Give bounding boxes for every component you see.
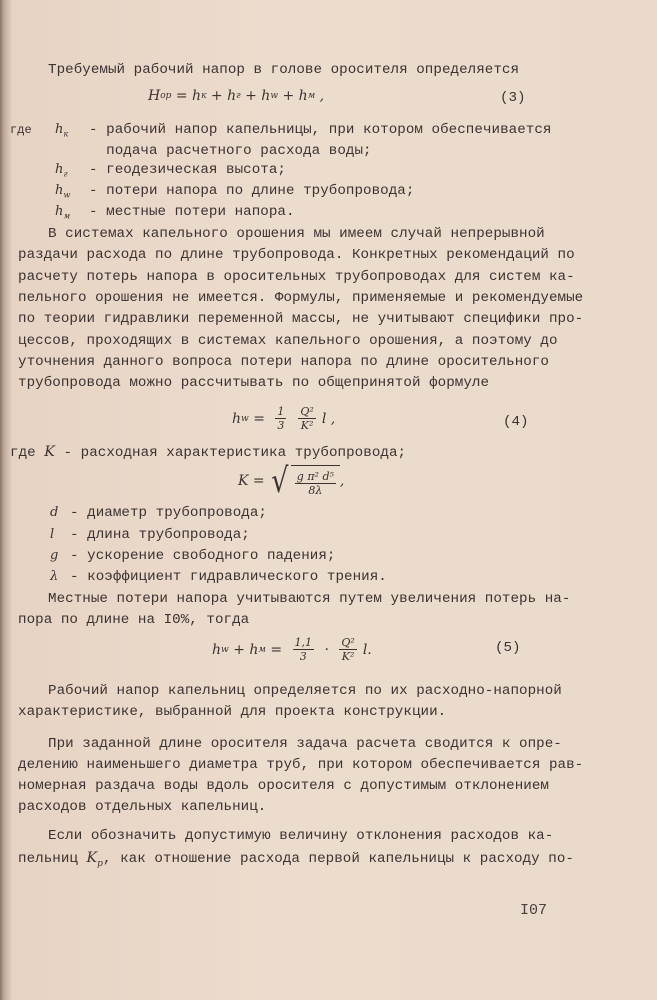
formula-tail: l , <box>321 410 336 427</box>
definition-text: - местные потери напора. <box>89 204 295 220</box>
paragraph-line: Местные потери напора учитываются путем увеличения потерь на- <box>48 591 571 607</box>
definition-item <box>55 143 372 159</box>
text-segment: , как отношение расхода первой капельницы к расходу по- <box>102 851 574 867</box>
formula-dot: · <box>320 641 334 658</box>
denominator: 3 <box>299 650 307 663</box>
where-text: где <box>10 445 36 461</box>
text-segment: пельниц <box>18 851 87 867</box>
equation-number-3: (3) <box>500 90 526 106</box>
symbol-subscript: м <box>63 211 71 221</box>
formula-symbol: H <box>148 88 161 104</box>
definition-text: - диаметр трубопровода; <box>70 505 267 521</box>
numerator: 1 <box>277 405 285 418</box>
formula-tail: , <box>315 88 325 104</box>
denominator: 3 <box>277 419 285 432</box>
definition-text: - потери напора по длине трубопровода; <box>89 183 415 199</box>
formula-eq: = <box>265 641 287 658</box>
paragraph-line: номерная раздача воды вдоль оросителя с допустимым отклонением <box>18 778 549 794</box>
formula-term: + h <box>206 88 237 104</box>
paragraph-line: цессов, проходящих в системах капельного орошения, а поэтому до <box>18 332 558 349</box>
paragraph-line <box>18 850 574 872</box>
formula-subscript: ор <box>160 91 172 101</box>
paragraph-line: Если обозначить допустимую величину отклонения расходов ка- <box>48 828 554 844</box>
paragraph-line: по теории гидравлики переменной массы, не учитывают специфики про- <box>18 311 584 328</box>
symbol-letter: h <box>55 162 64 177</box>
where-label <box>10 444 406 461</box>
fraction <box>275 405 286 432</box>
equation-number-4: (4) <box>503 414 529 430</box>
fraction <box>339 636 356 663</box>
formula-subscript: w <box>241 413 249 424</box>
symbol-subscript: w <box>63 190 71 200</box>
paragraph-line: пора по длине на I0%, тогда <box>18 612 250 628</box>
definition-symbol <box>55 183 89 204</box>
formula-subscript: м <box>307 91 316 101</box>
radical-sign: √ <box>271 461 289 501</box>
paragraph-line: Рабочий напор капельниц определяется по их расходно-напорной <box>48 683 562 699</box>
definition-symbol <box>55 162 89 183</box>
formula-symbol: h <box>232 410 242 427</box>
definition-item <box>55 122 551 143</box>
formula-eq: = <box>171 88 193 104</box>
paragraph-line: характеристике, выбранной для проекта конструкции. <box>18 704 447 720</box>
formula-term: + h <box>228 641 259 658</box>
numerator: Q² <box>300 405 314 418</box>
equation-number-5: (5) <box>495 640 521 656</box>
paragraph-line: делению наименьшего диаметра труб, при котором обеспечивается рав- <box>18 757 584 773</box>
definition-text: - расходная характеристика трубопровода; <box>63 445 407 461</box>
formula-subscript: w <box>221 644 229 655</box>
where-label: где <box>10 123 32 137</box>
paragraph-line: расходов отдельных капельниц. <box>18 799 267 815</box>
definition-symbol <box>55 204 89 225</box>
definition-text: подача расчетного расхода воды; <box>89 143 372 159</box>
intro-text: Требуемый рабочий напор в голове оросителя определяется <box>48 62 520 78</box>
paragraph-line: расчету потерь напора в оросительных трубопроводах для систем ка- <box>18 268 575 285</box>
definition-item <box>55 183 414 204</box>
denominator: K² <box>300 419 314 432</box>
formula-tail: l. <box>362 641 372 658</box>
formula-term: + h <box>278 88 308 104</box>
formula-term: h <box>192 88 202 104</box>
square-root <box>269 461 340 501</box>
definition-symbol: λ <box>50 569 59 584</box>
definition-item <box>55 162 286 183</box>
formula-4 <box>232 405 335 432</box>
formula-subscript: к <box>201 91 207 101</box>
formula-term: + h <box>240 88 271 104</box>
formula-tail: , <box>339 473 345 489</box>
definition-text: - ускорение свободного падения; <box>70 548 336 564</box>
definition-text: - геодезическая высота; <box>89 162 286 178</box>
definition-symbol <box>55 122 89 143</box>
symbol-subscript: к <box>63 129 69 139</box>
fraction <box>298 405 315 432</box>
formula-eq: = <box>248 410 270 427</box>
paragraph-line: В системах капельного орошения мы имеем случай непрерывной <box>48 226 545 242</box>
definition-item <box>50 505 267 521</box>
definition-symbol: l <box>50 527 55 542</box>
definition-text: - коэффициент гидравлического трения. <box>70 569 387 585</box>
definition-text: - рабочий напор капельницы, при котором обеспечивается <box>89 122 552 138</box>
formula-k <box>238 461 345 501</box>
paragraph-line: уточнения данного вопроса потери напора по длине оросительного <box>18 353 549 370</box>
denominator: 8λ <box>308 484 323 497</box>
numerator: g π² d⁵ <box>296 470 334 483</box>
symbol-subscript: г <box>63 169 68 179</box>
numerator: 1,1 <box>294 636 313 649</box>
paragraph-line: пельного орошения не имеется. Формулы, применяемые и рекомендуемые <box>18 289 584 306</box>
formula-eq: = <box>248 473 270 489</box>
fraction <box>293 636 315 663</box>
symbol-letter: h <box>55 204 64 219</box>
paragraph-line: трубопровода можно рассчитывать по общепринятой формуле <box>18 375 490 392</box>
definition-item <box>50 527 250 543</box>
symbol-subscript: р <box>97 858 103 869</box>
page-number: I07 <box>520 902 548 919</box>
symbol: K <box>86 850 98 866</box>
denominator: K² <box>341 650 355 663</box>
fraction <box>295 470 336 497</box>
formula-subscript: г <box>236 91 241 101</box>
paragraph-line: При заданной длине оросителя задача расчета сводится к опре- <box>48 736 562 752</box>
symbol-letter: h <box>55 183 64 198</box>
definition-item <box>55 204 295 225</box>
symbol-letter: h <box>55 122 64 137</box>
formula-3 <box>148 88 324 104</box>
formula-subscript: w <box>270 91 279 101</box>
definition-symbol: g <box>50 548 59 563</box>
formula-5 <box>212 636 372 663</box>
definition-symbol: d <box>50 505 59 520</box>
definition-item <box>50 569 387 585</box>
numerator: Q² <box>341 636 355 649</box>
definition-item <box>50 548 335 564</box>
formula-subscript: м <box>258 644 266 655</box>
formula-term: h <box>212 641 222 658</box>
formula-symbol: K <box>238 473 249 489</box>
definition-symbol: K <box>44 444 55 460</box>
paragraph-line: раздачи расхода по длине трубопровода. Конкретных рекомендаций по <box>18 247 575 264</box>
definition-text: - длина трубопровода; <box>70 527 250 543</box>
